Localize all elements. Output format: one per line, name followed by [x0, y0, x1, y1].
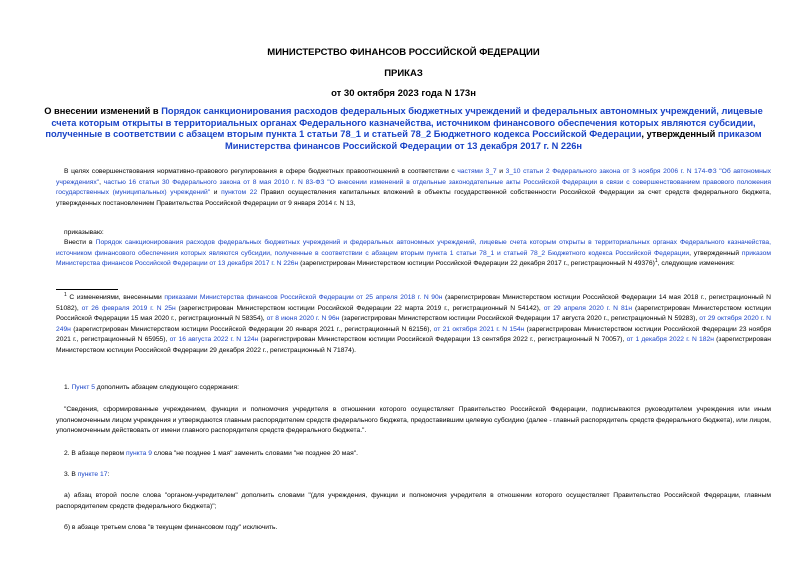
document-date-number: от 30 октября 2023 года N 173н: [331, 88, 476, 99]
item-1-quote: "Сведения, сформированные учреждением, функции и полномочия учредителя в отношении которого осуществляет Правительство Российской Федерации, подписываются руководителем учреждения или иным уполномоченным лицом учреждения и утверждаются главным распорядителем средств федерального бюджета, предоставившим целевую субсидию (далее - главный распорядитель средств федерального бюджета), или лицом, уполномоченным действовать от имени главного распорядителя средств федерального бюджета.".: [56, 406, 771, 435]
preamble-link-2[interactable]: 3_10 статьи 2 Федерального закона от 3 ноября 2006 г. N 174-ФЗ "Об автономных учреждениях": [56, 168, 771, 186]
footnote-text-5: (зарегистрирован Министерством юстиции Российской Федерации 17 августа 2020 г., регистрационный N 59283),: [339, 315, 700, 323]
footnote-text-1: С изменениями, внесенными: [66, 294, 165, 301]
preamble-text-3: ,: [99, 178, 104, 186]
footnote-link-8[interactable]: от 1 декабря 2022 г. N 182н: [626, 336, 714, 344]
footnote-text-6: (зарегистрирован Министерством юстиции Российской Федерации 20 января 2021 г., регистрационный N 62156),: [70, 325, 434, 333]
footnote-link-3[interactable]: от 29 апреля 2020 г. N 81н: [543, 304, 633, 312]
item-2-link[interactable]: пункта 9: [126, 450, 152, 457]
footnote-ref: 1: [654, 257, 658, 264]
main-text-4: , следующие изменения:: [657, 260, 735, 268]
preamble-link-3[interactable]: частью 16 статьи 30 Федерального закона от 8 мая 2010 г. N 83-ФЗ "О внесении изменений в отдельные законодательные акты Российской Федерации в связи с совершенствованием правового положения государственных (муниципальных) учреждений": [56, 178, 772, 197]
preamble-text-1: В целях совершенствования нормативно-правового регулирования в сфере бюджетных правоотношений в соответствии с: [64, 168, 458, 175]
title-text-2: , утвержденный: [641, 129, 718, 140]
main-link-order[interactable]: Порядок санкционирования расходов федеральных бюджетных учреждений и федеральных автономных учреждений, лицевые счета которым открыты в территориальных органах Федерального казначейства, источником финансового обеспечения которых являются субсидии, полученные в соответствии с абзацем вторым пункта 1 статьи 78_1 и статьей 78_2 Бюджетного кодекса Российской Федерации: [56, 239, 771, 257]
footnote-divider: [56, 289, 118, 290]
item-3-text-2: :: [107, 471, 110, 478]
item-3a: а) абзац второй после слова "органом-учредителем" дополнить словами "(для учреждения, функции и полномочия учредителя в отношении которого осуществляет Правительство Российской Федерации, главным распорядителем средств федерального бюджета)";: [56, 492, 771, 510]
footnote-text-2: (зарегистрирован Министерством юстиции Российской Федерации 14 мая 2018 г., регистрационный N 51082),: [56, 294, 771, 312]
preamble-text-5: Правил осуществления капитальных вложений в объекты государственной собственности Российской Федерации за счет средств федерального бюджета, утвержденных постановлением Правительства Российской Федерации от 9 января 2014 г. N 13,: [56, 189, 771, 207]
item-1-text-2: дополнить абзацем следующего содержания:: [94, 384, 239, 391]
footnote-text-7: (зарегистрирован Министерством юстиции Российской Федерации 23 ноября 2021 г., регистрационный N 65955),: [56, 325, 771, 344]
footnote-link-5[interactable]: от 29 октября 2020 г. N 249н: [56, 315, 771, 333]
footnote-text-4: (зарегистрирован Министерством юстиции Российской Федерации 15 мая 2020 г., регистрационный N 58354),: [56, 304, 772, 323]
main-text-2: , утвержденный: [689, 249, 742, 257]
main-text-1: Внести в: [64, 239, 96, 246]
title-text-1: О внесении изменений в: [44, 106, 162, 116]
footnote-text-3: (зарегистрирован Министерством юстиции Российской Федерации 22 марта 2019 г., регистрационный N 54142),: [175, 304, 544, 312]
document-type: ПРИКАЗ: [384, 68, 423, 79]
item-2-text-1: 2. В абзаце первом: [64, 450, 126, 457]
item-1-link[interactable]: Пункт 5: [71, 384, 95, 391]
footnote-mark: 1: [64, 291, 67, 298]
preamble-text-4: и: [210, 189, 222, 197]
main-paragraph: [56, 238, 771, 270]
item-1-text-1: 1.: [64, 384, 72, 391]
item-3-link[interactable]: пункте 17: [77, 471, 108, 478]
item-2-text-2: слова "не позднее 1 мая" заменить словами "не позднее 20 мая".: [151, 450, 358, 457]
footnote-link-7[interactable]: от 16 августа 2022 г. N 124н: [169, 336, 259, 344]
main-link-decree[interactable]: приказом Министерства финансов Российской Федерации от 13 декабря 2017 г. N 226н: [56, 249, 771, 268]
main-text-3: (зарегистрирован Министерством юстиции Российской Федерации 22 декабря 2017 г., регистрационный N 49376): [298, 260, 655, 268]
preamble-text-2: и: [496, 168, 506, 175]
footnote-link-4[interactable]: от 8 июня 2020 г. N 96н: [266, 315, 340, 323]
ministry-heading: МИНИСТЕРСТВО ФИНАНСОВ РОССИЙСКОЙ ФЕДЕРАЦИИ: [267, 47, 540, 58]
title-link-decree[interactable]: приказом Министерства финансов Российской Федерации от 13 декабря 2017 г. N 226н: [224, 129, 762, 151]
item-3-text-1: 3. В: [64, 471, 78, 478]
order-word: приказываю:: [64, 229, 104, 236]
preamble-paragraph: [56, 167, 771, 209]
footnote-text-8: (зарегистрирован Министерством юстиции Российской Федерации 13 сентября 2022 г., регистрационный N 70057),: [258, 336, 627, 344]
footnote-link-1[interactable]: приказами Министерства финансов Российской Федерации от 25 апреля 2018 г. N 90н: [164, 294, 443, 301]
preamble-link-4[interactable]: пунктом 22: [221, 189, 258, 197]
footnote-paragraph: [56, 293, 771, 357]
item-1: [64, 383, 664, 394]
item-3b: б) в абзаце третьем слова "в текущем финансовом году" исключить.: [64, 524, 278, 531]
preamble-link-1[interactable]: частями 3_7: [457, 168, 497, 175]
title-link-order[interactable]: Порядок санкционирования расходов федеральных бюджетных учреждений и федеральных автономных учреждений, лицевые счета которым открыты в территориальных органах Федерального казначейства, источником финансового обеспечения которых являются субсидии, полученные в соответствии с абзацем вторым пункта 1 статьи 78_1 и статьей 78_2 Бюджетного кодекса Российской Федерации: [45, 106, 763, 140]
item-2: [64, 449, 664, 460]
document-title: [40, 106, 767, 152]
footnote-link-6[interactable]: от 21 октября 2021 г. N 154н: [433, 325, 525, 333]
item-3: [64, 470, 664, 481]
footnote-link-2[interactable]: от 26 февраля 2019 г. N 25н: [81, 304, 176, 312]
footnote-text-9: (зарегистрирован Министерством юстиции Российской Федерации 29 декабря 2022 г., регистрационный N 71874).: [56, 336, 771, 354]
